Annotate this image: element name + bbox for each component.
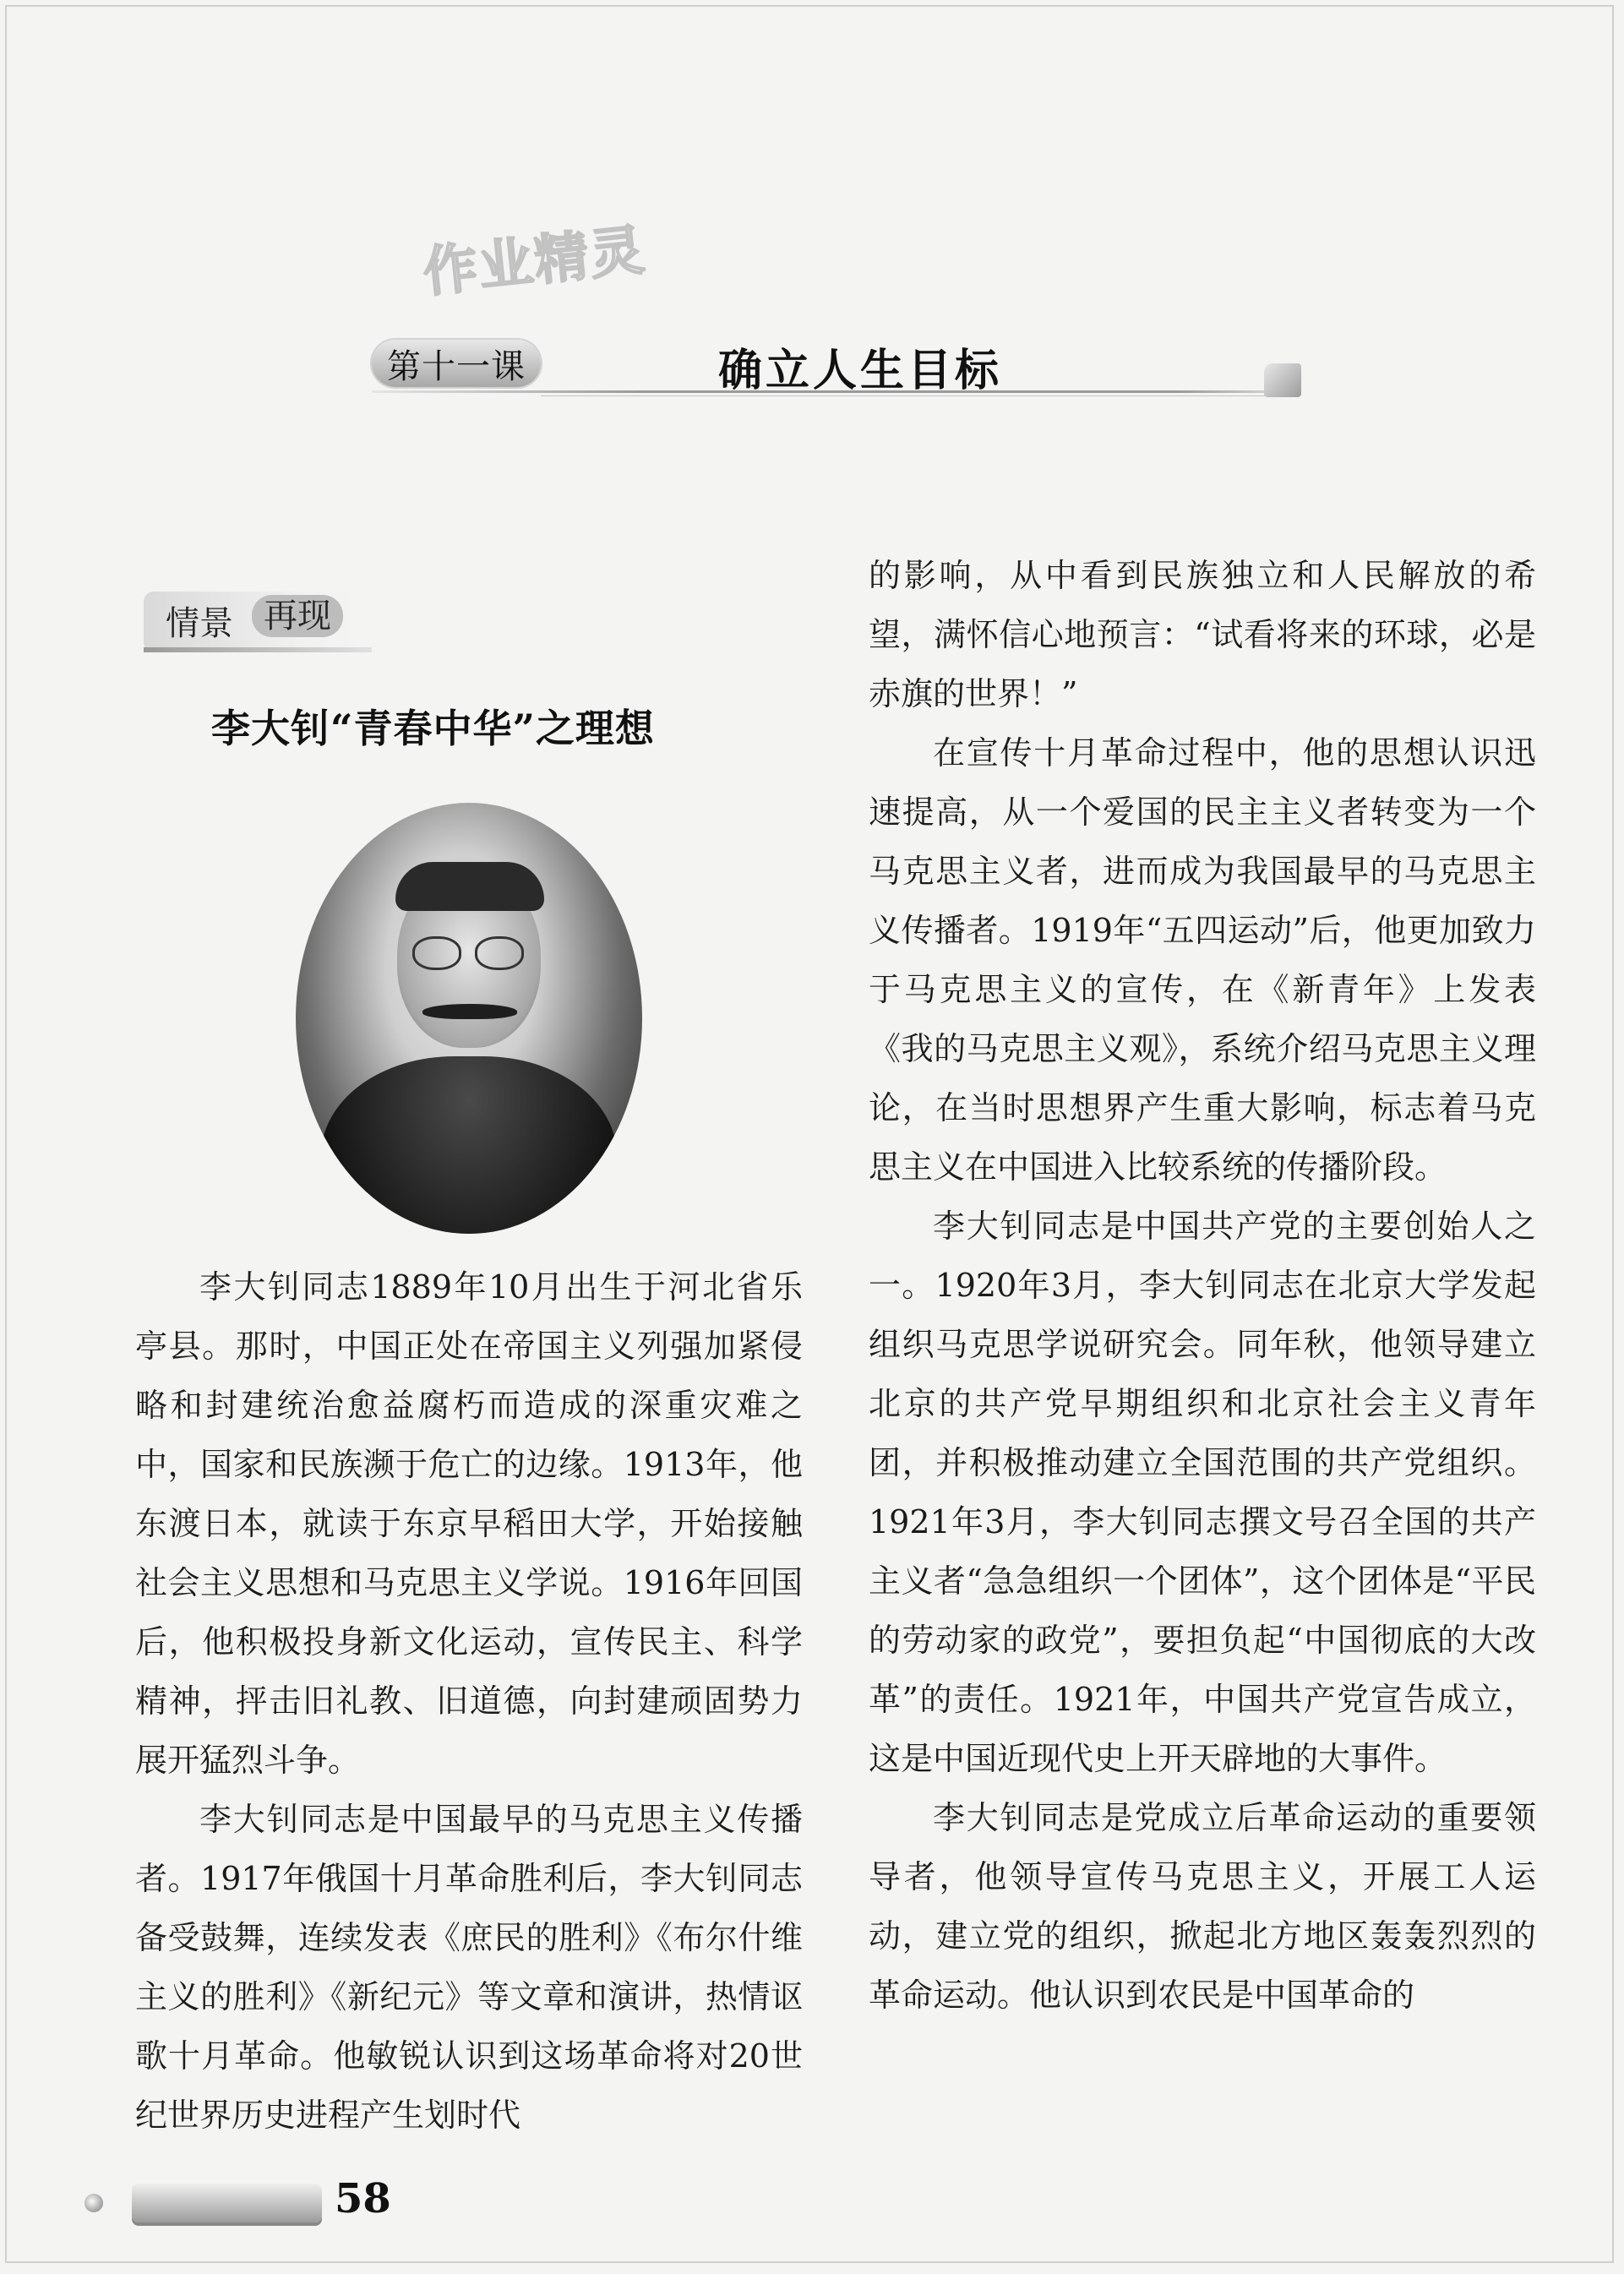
paragraph: 李大钊同志是中国最早的马克思主义传播者。1917年俄国十月革命胜利后，李大钊同志备受鼓舞，连续发表《庶民的胜利》《布尔什维主义的胜利》《新纪元》等文章和演讲，热情讴歌十月革命。他敏锐认识到这场革命将对20世纪世界历史进程产生划时代 <box>135 1801 803 2134</box>
paragraph: 李大钊同志是中国共产党的主要创始人之一。1920年3月，李大钊同志在北京大学发起组织马克思学说研究会。同年秋，他领导建立北京的共产党早期组织和北京社会主义青年团，并积极推动建立全国范围的共产党组织。1921年3月，李大钊同志撰文号召全国的共产主义者“急急组织一个团体”，这个团体是“平民的劳动家的政党”，要担负起“中国彻底的大改革”的责任。1921年，中国共产党宣告成立，这是中国近现代史上开天辟地的大事件。 <box>869 1208 1536 1777</box>
watermark-logo: 作业精灵 <box>420 219 649 305</box>
paragraph: 在宣传十月革命过程中，他的思想认识迅速提高，从一个爱国的民主主义者转变为一个马克思主义者，进而成为我国最早的马克思主义传播者。1919年“五四运动”后，他更加致力于马克思主义的宣传，在《新青年》上发表《我的马克思主义观》，系统介绍马克思主义理论，在当时思想界产生重大影响，标志着马克思主义在中国进入比较系统的传播阶段。 <box>869 734 1536 1186</box>
section-tag-label: 情景 <box>166 604 233 643</box>
paragraph: 李大钊同志是党成立后革命运动的重要领导者，他领导宣传马克思主义，开展工人运动，建立党的组织，掀起北方地区轰轰烈烈的革命运动。他认识到农民是中国革命的 <box>869 1799 1536 2014</box>
portrait-hair <box>395 862 544 911</box>
left-column <box>135 1257 803 2145</box>
paragraph-continued: 的影响，从中看到民族独立和人民解放的希望，满怀信心地预言：“试看将来的环球，必是赤旗的世界！” <box>869 557 1536 712</box>
footer-decoration <box>84 2180 330 2228</box>
footer-pill <box>132 2184 322 2222</box>
header-rule-end-ornament <box>1264 363 1301 397</box>
page-number: 58 <box>335 2175 391 2222</box>
lesson-title: 确立人生目标 <box>718 346 1003 396</box>
section-tag <box>144 592 372 652</box>
portrait-glasses-left <box>412 936 461 970</box>
article-title: 李大钊“青春中华”之理想 <box>211 706 655 751</box>
portrait-glasses-right <box>475 936 524 970</box>
paragraph: 李大钊同志1889年10月出生于河北省乐亭县。那时，中国正处在帝国主义列强加紧侵略和封建统治愈益腐朽而造成的深重灾难之中，国家和民族濒于危亡的边缘。1913年，他东渡日本，就读于东京早稻田大学，开始接触社会主义思想和马克思主义学说。1916年回国后，他积极投身新文化运动，宣传民主、科学精神，抨击旧礼教、旧道德，向封建顽固势力展开猛烈斗争。 <box>135 1268 803 1779</box>
section-tag-highlight: 再现 <box>252 595 343 637</box>
section-tag-underline <box>144 647 372 652</box>
portrait-moustache <box>422 1004 517 1019</box>
lesson-number-badge: 第十一课 <box>372 340 541 387</box>
footer-dot-icon <box>84 2194 103 2212</box>
portrait-photo <box>296 803 642 1234</box>
lesson-header <box>372 338 1301 397</box>
portrait-body <box>321 1056 617 1234</box>
right-column <box>869 546 1536 2025</box>
